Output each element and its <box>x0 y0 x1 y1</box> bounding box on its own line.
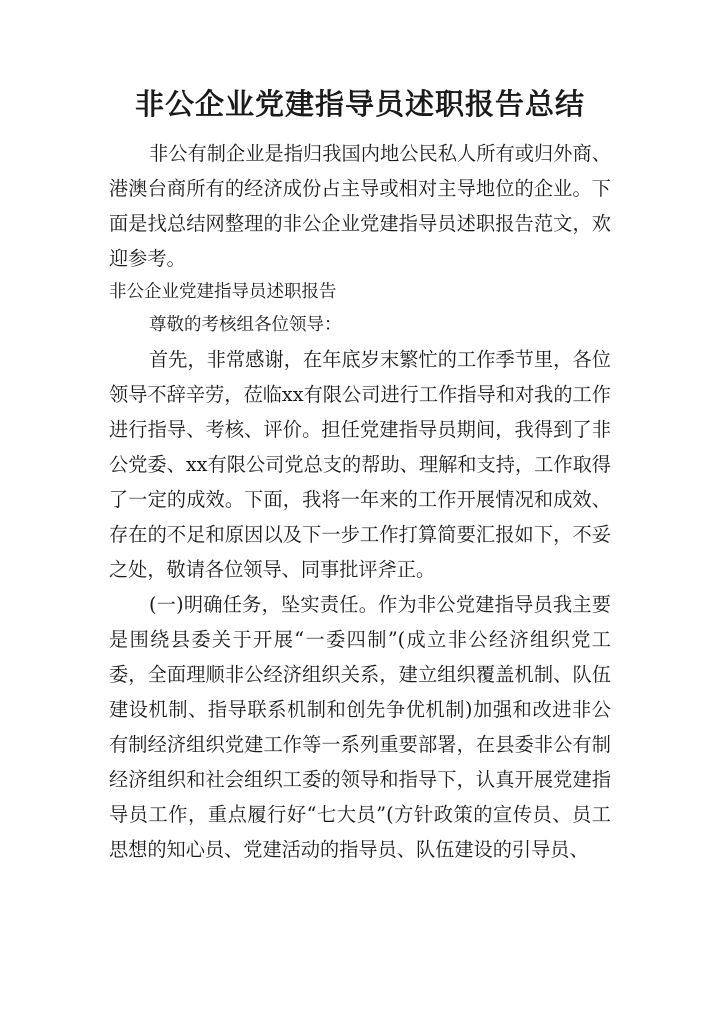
section-heading: 非公企业党建指导员述职报告 <box>109 282 337 302</box>
body-paragraph-2: (一)明确任务，坠实责任。作为非公党建指导员我主要是围绕县委关于开展“一委四制”(成立非公经济组织党工委，全面理顺非公经济组织关系，建立组织覆盖机制、队伍建设机制、指导联系机制和创先争优机制)加强和改进非公有制经济组织党建工作等一系列重要部署，在县委非公有制经济组织和社会组织工委的领导和指导下，认真开展党建指导员工作，重点履行好“七大员”(方针政策的宣传员、员工思想的知心员、党建活动的指导员、队伍建设的引导员、 <box>109 593 611 861</box>
body-paragraph-1: 首先，非常感谢，在年底岁末繁忙的工作季节里，各位领导不辞辛劳，莅临xx有限公司进行工作指导和对我的工作进行指导、考核、评价。担任党建指导员期间，我得到了非公党委、xx有限公司党总支的帮助、理解和支持，工作取得了一定的成效。下面，我将一年来的工作开展情况和成效、存在的不足和原因以及下一步工作打算简要汇报如下，不妥之处，敬请各位领导、同事批评斧正。 <box>109 348 611 581</box>
salutation: 尊敬的考核组各位领导： <box>149 315 342 335</box>
intro-paragraph: 非公有制企业是指归我国内地公民私人所有或归外商、港澳台商所有的经济成份占主导或相对主导地位的企业。下面是找总结网整理的非公企业党建指导员述职报告范文，欢迎参考。 <box>109 142 611 270</box>
document-body <box>109 136 611 867</box>
document-title: 非公企业党建指导员述职报告总结 <box>134 87 585 121</box>
